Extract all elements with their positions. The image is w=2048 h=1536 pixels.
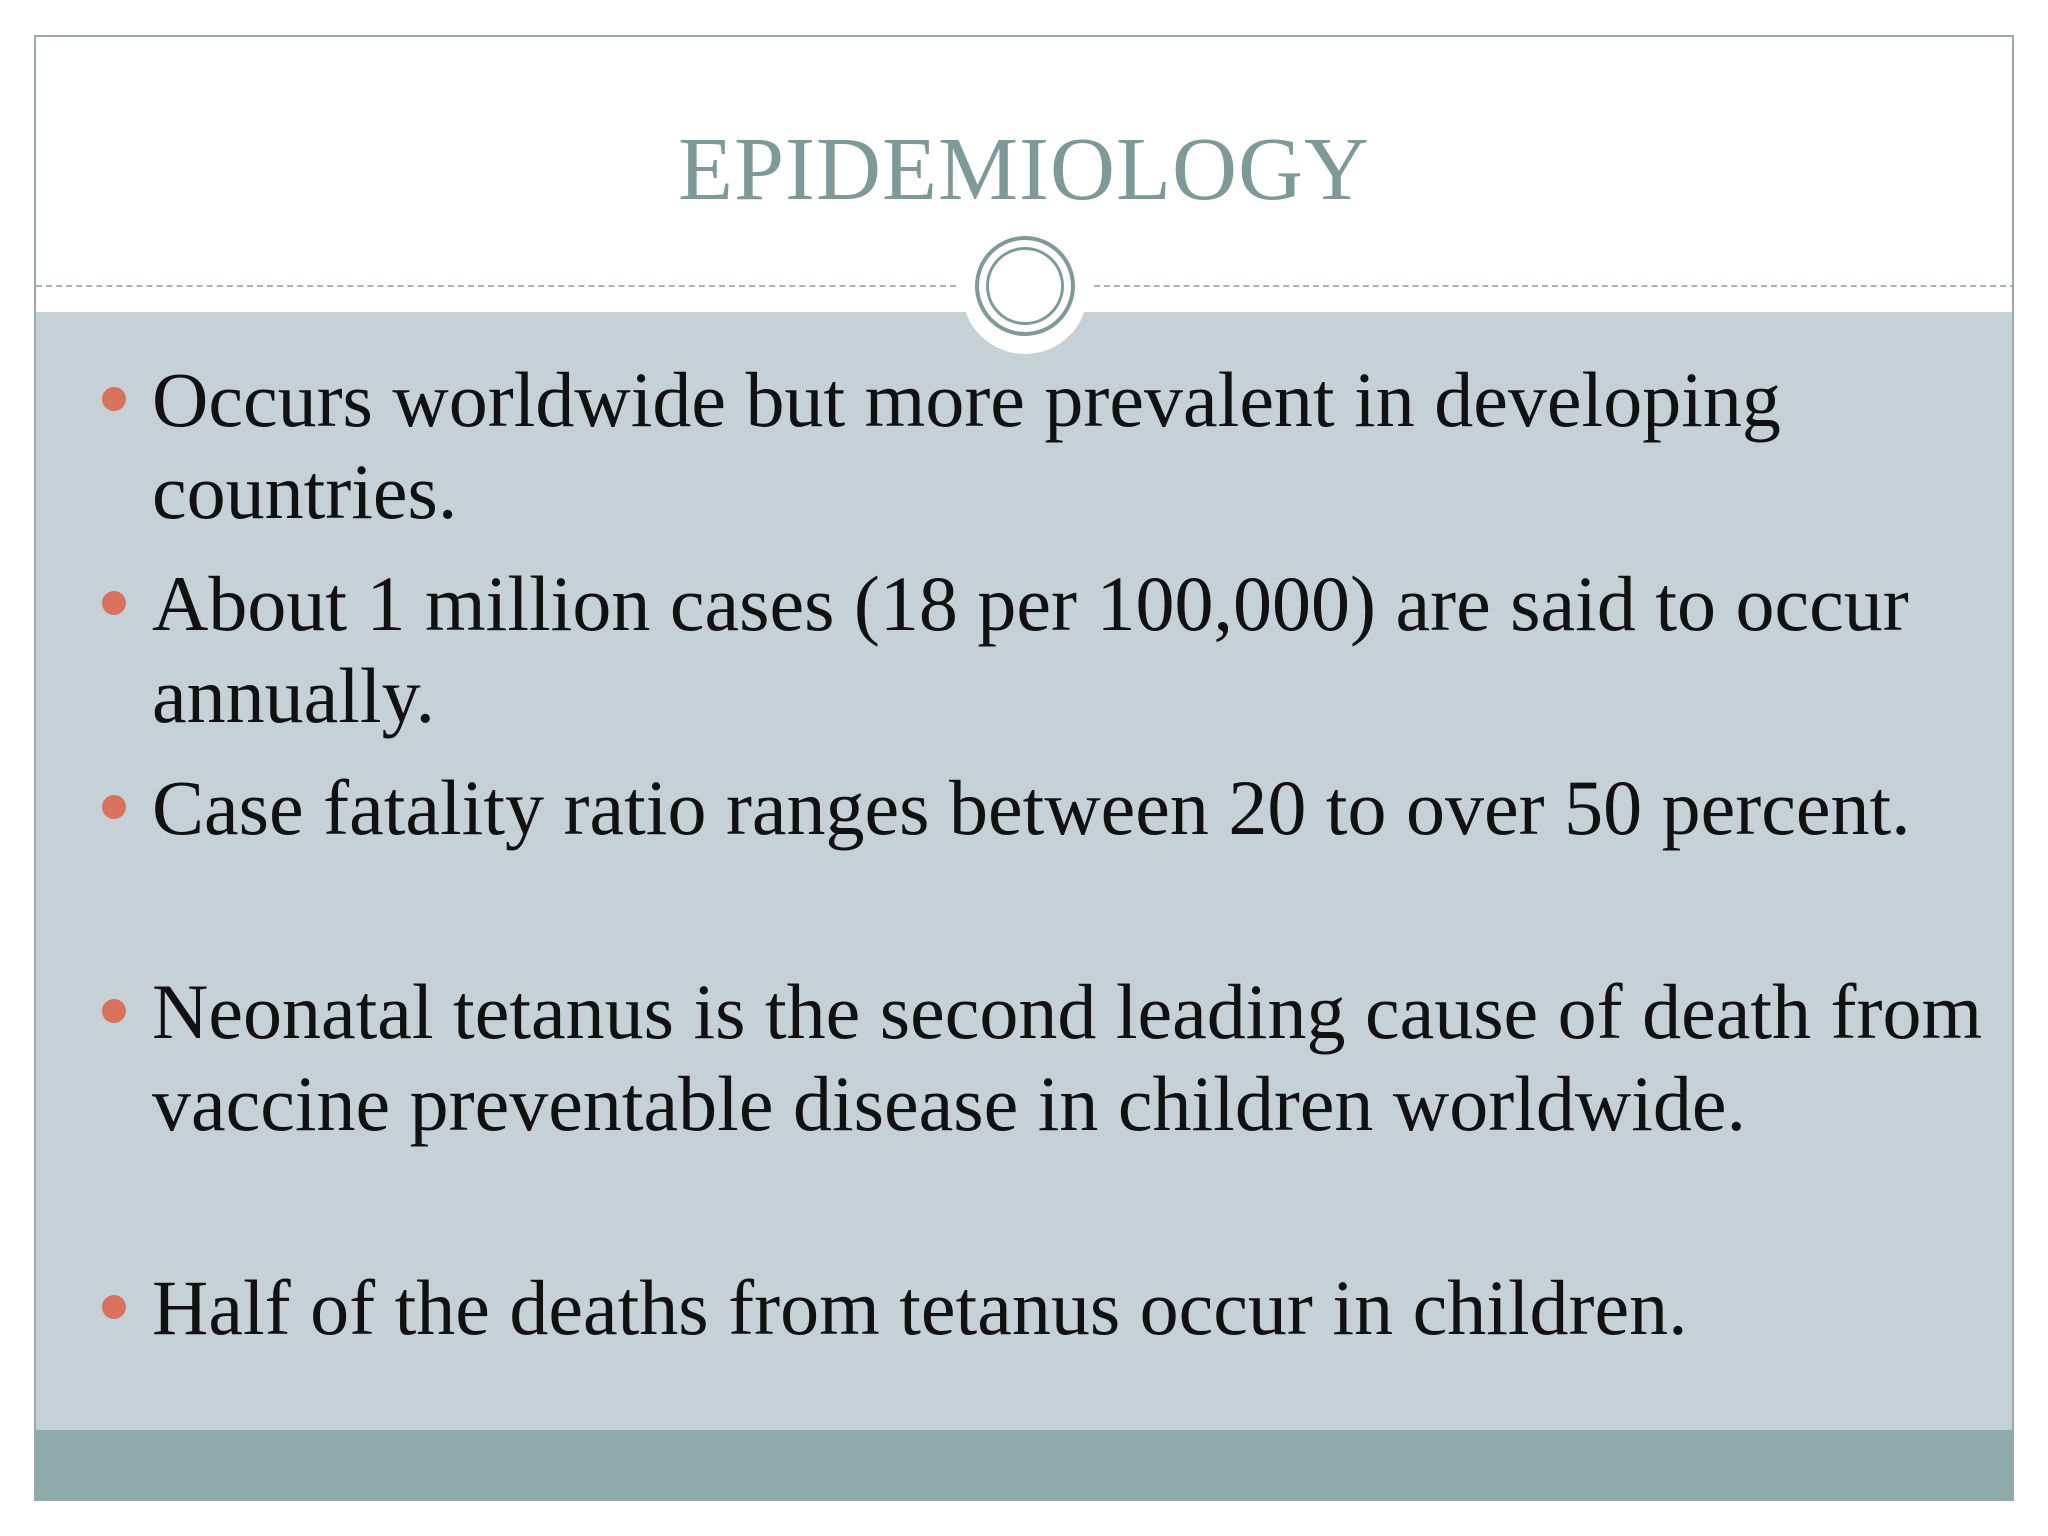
bullet-dot-icon xyxy=(102,387,126,411)
bullet-text: Occurs worldwide but more prevalent in developing countries. xyxy=(152,356,1781,535)
bullet-text: About 1 million cases (18 per 100,000) are said to occur annually. xyxy=(152,560,1909,739)
bullet-dot-icon xyxy=(102,1295,126,1319)
bullet-text: Half of the deaths from tetanus occur in children. xyxy=(152,1264,1688,1351)
bullet-item xyxy=(152,762,1992,854)
footer-band xyxy=(36,1430,2012,1501)
bullet-item xyxy=(152,966,1992,1150)
bullet-text: Neonatal tetanus is the second leading cause of death from vaccine preventable disease in children worldwide. xyxy=(152,968,1983,1147)
bullet-item xyxy=(152,354,1992,538)
bullet-dot-icon xyxy=(102,591,126,615)
bullet-dot-icon xyxy=(102,999,126,1023)
slide xyxy=(34,35,2014,1501)
bullet-text: Case fatality ratio ranges between 20 to over 50 percent. xyxy=(152,764,1911,851)
bullet-dot-icon xyxy=(102,795,126,819)
slide-title: EPIDEMIOLOGY xyxy=(678,120,1370,219)
bullet-list xyxy=(36,37,2012,1499)
bullet-item xyxy=(152,558,1992,742)
bullet-item xyxy=(152,1262,1992,1354)
